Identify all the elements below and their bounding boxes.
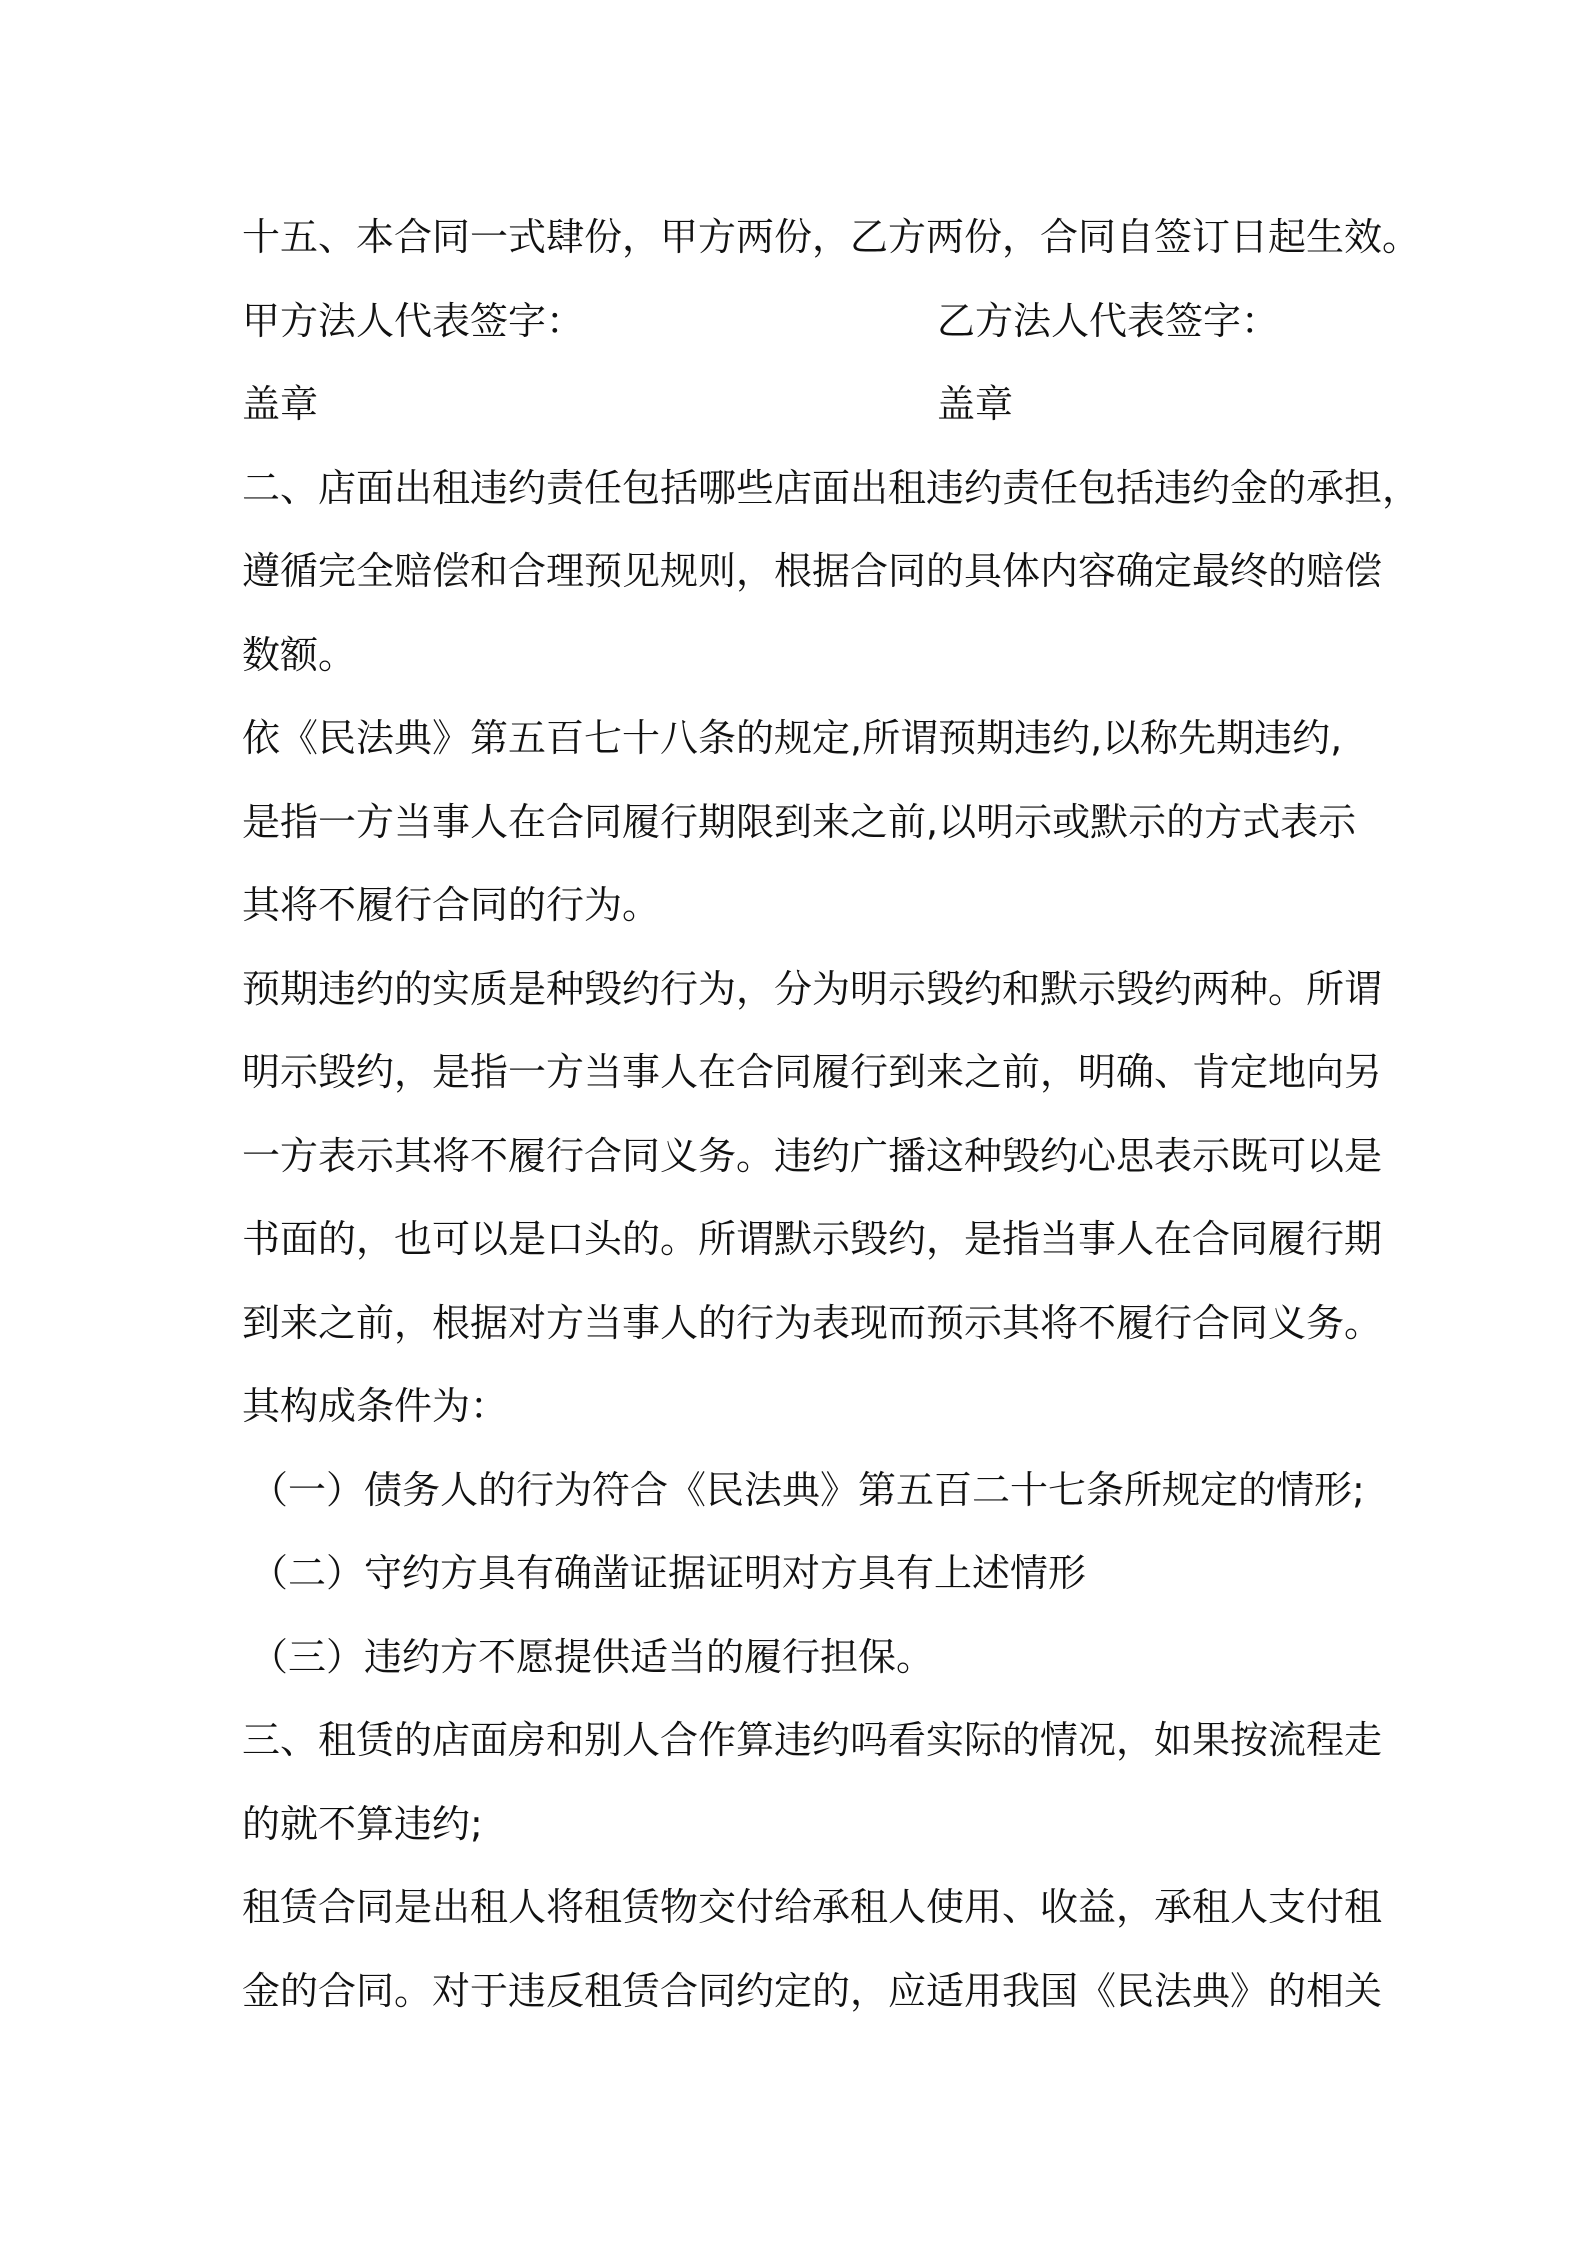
section-2-line: 遵循完全赔偿和合理预见规则，根据合同的具体内容确定最终的赔偿 xyxy=(242,549,1383,593)
paragraph-line: 其将不履行合同的行为。 xyxy=(242,883,661,927)
signature-row xyxy=(242,280,1392,364)
section-2 xyxy=(242,447,1421,698)
section-3-line: 的就不算违约; xyxy=(242,1801,483,1846)
paragraph-civil-code-578 xyxy=(242,697,1392,948)
paragraph-line: 到来之前，根据对方当事人的行为表现而预示其将不履行合同义务。 xyxy=(242,1300,1383,1345)
section-3-line: 三、租赁的店面房和别人合作算违约吗看实际的情况，如果按流程走 xyxy=(242,1718,1383,1762)
paragraph-line: 是指一方当事人在合同履行期限到来之前,以明示或默示的方式表示 xyxy=(242,799,1357,844)
paragraph-line: 预期违约的实质是种毁约行为，分为明示毁约和默示毁约两种。所谓 xyxy=(242,966,1383,1011)
document-page xyxy=(242,196,1421,2033)
paragraph-line: 书面的，也可以是口头的。所谓默示毁约，是指当事人在合同履行期 xyxy=(242,1217,1383,1261)
paragraph-line: 依《民法典》第五百七十八条的规定,所谓预期违约,以称先期违约, xyxy=(242,716,1343,760)
section-2-line: 数额。 xyxy=(242,632,357,677)
section-3 xyxy=(242,1699,1392,1866)
paragraph-line: 租赁合同是出租人将租赁物交付给承租人使用、收益，承租人支付租 xyxy=(242,1885,1383,1929)
paragraph-line: 金的合同。对于违反租赁合同约定的，应适用我国《民法典》的相关 xyxy=(242,1968,1383,2013)
seal-row xyxy=(242,363,1392,447)
paragraph-anticipatory-breach xyxy=(242,948,1392,1449)
paragraph-line: 一方表示其将不履行合同义务。违约广播这种毁约心思表示既可以是 xyxy=(242,1133,1383,1178)
paragraph-lease-contract xyxy=(242,1866,1392,2033)
party-a-seal-label: 盖章 xyxy=(242,382,319,426)
paragraph-line: 其构成条件为： xyxy=(242,1384,509,1428)
party-b-seal-label: 盖章 xyxy=(937,382,1014,426)
conditions-list xyxy=(242,1449,1392,1700)
condition-item: （二）守约方具有确凿证据证明对方具有上述情形 xyxy=(250,1551,1087,1595)
condition-item: （三）违约方不愿提供适当的履行担保。 xyxy=(250,1634,935,1679)
party-a-signature-label: 甲方法人代表签字： xyxy=(242,298,585,343)
condition-item: （一）债务人的行为符合《民法典》第五百二十七条所规定的情形; xyxy=(250,1467,1365,1512)
clause-15: 十五、本合同一式肆份，甲方两份，乙方两份，合同自签订日起生效。 xyxy=(242,215,1421,259)
section-2-line: 二、店面出租违约责任包括哪些店面出租违约责任包括违约金的承担， xyxy=(242,465,1421,510)
paragraph-line: 明示毁约，是指一方当事人在合同履行到来之前，明确、肯定地向另 xyxy=(242,1050,1383,1094)
party-b-signature-label: 乙方法人代表签字： xyxy=(937,298,1280,343)
